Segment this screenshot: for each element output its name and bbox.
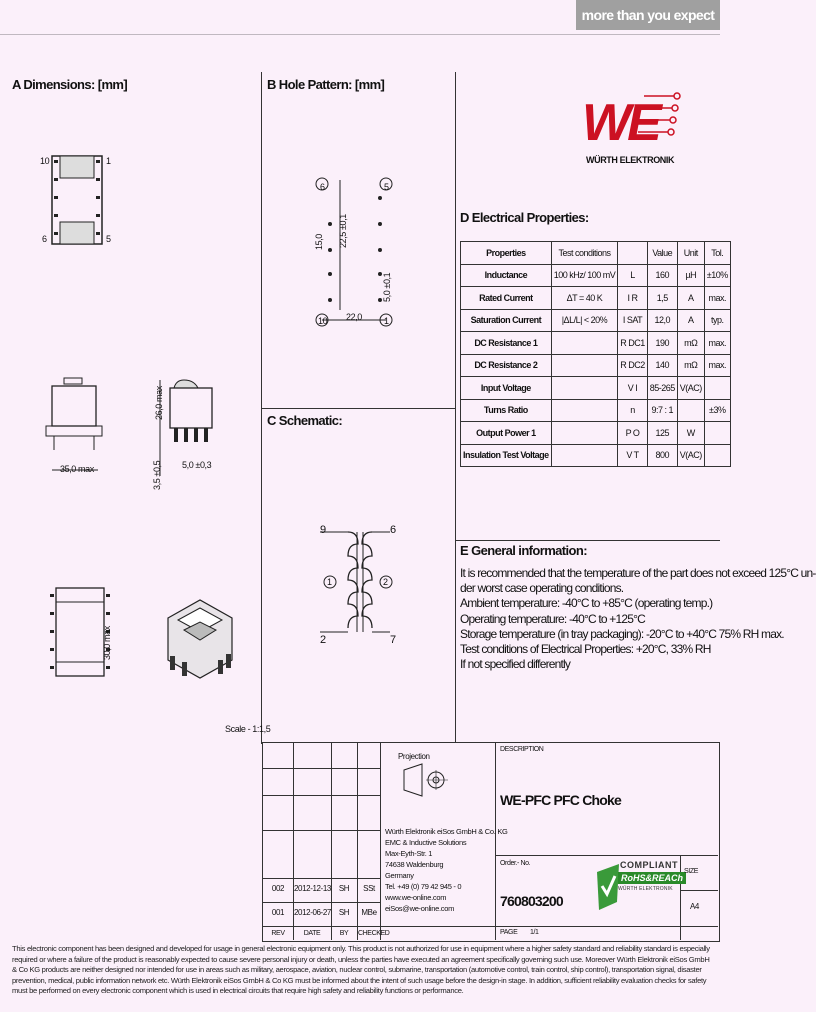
- hole-pin-10: 10: [318, 316, 328, 326]
- company-line: Max-Eyth-Str. 1: [385, 849, 433, 858]
- company-line: Germany: [385, 871, 414, 880]
- dim-width-label: 35,0 max: [60, 464, 94, 474]
- cell-condition: 100 kHz/ 100 mV: [551, 264, 618, 287]
- pin-label-1: 1: [106, 156, 111, 166]
- cell-value: 85-265: [647, 377, 677, 400]
- cell-unit: µH: [677, 264, 704, 287]
- cell-unit: A: [677, 309, 704, 332]
- divider-b-d: [455, 72, 456, 742]
- hole-dim-v1: 22,5 ±0,1: [338, 214, 348, 248]
- dim-lead-label: 3,5 ±0,5: [152, 460, 162, 490]
- table-row: [461, 287, 731, 310]
- cell-property: DC Resistance 2: [461, 354, 552, 377]
- general-line: Test conditions of Electrical Properties: +20°C, 33% RH: [460, 642, 711, 657]
- compliant-text: COMPLIANT: [620, 860, 678, 870]
- cell-tol: typ.: [704, 309, 730, 332]
- cell-unit: V(AC): [677, 444, 704, 467]
- section-e-title: E General information:: [460, 543, 587, 558]
- cell-value: 160: [647, 264, 677, 287]
- size-value: A4: [690, 902, 699, 911]
- cell-symbol: R DC1: [618, 332, 648, 355]
- cell-symbol: R DC2: [618, 354, 648, 377]
- cell-value: 125: [647, 422, 677, 445]
- dim-depth-label: 30,0 max: [102, 626, 112, 660]
- table-header-row: [461, 242, 731, 265]
- rohs-reach-badge: RoHS&REACh: [618, 872, 686, 884]
- cell-tol: [704, 422, 730, 445]
- scale-label: Scale - 1:1,5: [225, 724, 271, 734]
- dim-height-label: 26,0 max: [154, 386, 164, 420]
- cell-tol: [704, 377, 730, 400]
- table-row: [461, 422, 731, 445]
- rev-header: REV: [271, 930, 285, 937]
- cell-condition: [551, 354, 618, 377]
- order-label: Order.- No.: [500, 860, 531, 867]
- cell-value: 140: [647, 354, 677, 377]
- header-value: Value: [647, 242, 677, 265]
- cell-property: Inductance: [461, 264, 552, 287]
- company-line: 74638 Waldenburg: [385, 860, 444, 869]
- rev-header: CHECKED: [358, 930, 390, 937]
- rev-header: BY: [339, 930, 349, 937]
- size-label: SIZE: [684, 868, 698, 875]
- cell-condition: [551, 422, 618, 445]
- cell-value: 12,0: [647, 309, 677, 332]
- logo-company-name: WÜRTH ELEKTRONIK: [586, 155, 675, 165]
- table-row: [461, 354, 731, 377]
- cell-unit: V(AC): [677, 377, 704, 400]
- tb-row: [262, 878, 380, 879]
- tb-row: [262, 768, 380, 769]
- hole-pin-5: 5: [384, 182, 389, 192]
- svg-text:WE: WE: [582, 94, 658, 152]
- section-c-title: C Schematic:: [267, 413, 343, 428]
- general-line: Ambient temperature: -40°C to +85°C (operating temp.): [460, 596, 713, 611]
- cell-unit: mΩ: [677, 332, 704, 355]
- description-text: WE-PFC PFC Choke: [500, 792, 621, 808]
- cell-tol: ±10%: [704, 264, 730, 287]
- company-line: www.we-online.com: [385, 893, 447, 902]
- cell-condition: [551, 377, 618, 400]
- cell-property: DC Resistance 1: [461, 332, 552, 355]
- company-line: EMC & Inductive Solutions: [385, 838, 467, 847]
- cell-tol: max.: [704, 332, 730, 355]
- tagline-banner: more than you expect: [576, 0, 720, 30]
- cell-property: Turns Ratio: [461, 399, 552, 422]
- table-row: [461, 399, 731, 422]
- tb-row: [496, 855, 718, 856]
- table-row: [461, 332, 731, 355]
- disclaimer-text: This electronic component has been designed and developed for usage in general electronic equipment only. This product is not authorized for use in equipment where a higher safety standard and reliability standard is especially required or where a failure of the product is reasonably expected to cause severe personal injury or death, unless the parties have executed an agreement specifically governing such use. Moreover Würth Elektronik eiSos GmbH & Co KG products are neither designed nor intended for use in areas such as military, aerospace, aviation, nuclear control, submarine, transportation (automotive control, train control, ship control), transportation signal, disaster prevention, medical, public information network etc. Würth Elektronik eiSos GmbH & Co KG must be informed about the intent of such usage before the design-in stage. In addition, sufficient reliability evaluation checks for safety must be performed on every electronic component which is used in electrical circuits that require high safety and reliability functions or performance.: [12, 944, 710, 995]
- electrical-properties-table: [460, 241, 731, 467]
- rev-checked: MBe: [361, 908, 377, 917]
- schem-winding-2: 2: [383, 577, 388, 587]
- rev-by: SH: [338, 884, 350, 893]
- wurth-logo-icon: [580, 84, 690, 164]
- cell-condition: ΔT = 40 K: [551, 287, 618, 310]
- rev-date: 2012-06-27: [294, 908, 331, 917]
- cell-condition: |ΔL/L| < 20%: [551, 309, 618, 332]
- order-number: 760803200: [500, 893, 563, 909]
- rev-number: 001: [271, 908, 285, 917]
- cell-tol: ±3%: [704, 399, 730, 422]
- tb-row: [262, 926, 495, 927]
- divider-b-c: [262, 408, 455, 409]
- cell-symbol: n: [618, 399, 648, 422]
- hole-dim-h: 22,0: [346, 312, 362, 322]
- company-line: Tel. +49 (0) 79 42 945 - 0: [385, 882, 462, 891]
- tb-row: [496, 926, 718, 927]
- cell-unit: W: [677, 422, 704, 445]
- general-line: Storage temperature (in tray packaging): -20°C to +40°C 75% RH max.: [460, 626, 784, 641]
- cell-tol: max.: [704, 354, 730, 377]
- header-unit: Unit: [677, 242, 704, 265]
- hole-pin-6: 6: [320, 182, 325, 192]
- pin-label-5: 5: [106, 234, 111, 244]
- section-b-title: B Hole Pattern: [mm]: [267, 77, 385, 92]
- cell-condition: [551, 399, 618, 422]
- cell-symbol: P O: [618, 422, 648, 445]
- cell-property: Output Power 1: [461, 422, 552, 445]
- general-line: Operating temperature: -40°C to +125°C: [460, 611, 645, 626]
- table-row: [461, 309, 731, 332]
- divider-d-e: [456, 540, 720, 541]
- cell-tol: [704, 444, 730, 467]
- header-divider: [0, 34, 720, 35]
- cell-symbol: V I: [618, 377, 648, 400]
- general-line: It is recommended that the temperature of the part does not exceed 125°C un-: [460, 566, 816, 580]
- schem-pin-7: 7: [390, 634, 396, 646]
- cell-symbol: I R: [618, 287, 648, 310]
- tb-row: [680, 890, 718, 891]
- rev-checked: SSt: [363, 884, 375, 893]
- cell-symbol: L: [618, 264, 648, 287]
- header-symbol: [618, 242, 648, 265]
- hole-dim-v3: 5,0 ±0,1: [382, 272, 392, 302]
- cell-value: 1,5: [647, 287, 677, 310]
- schem-pin-6: 6: [390, 524, 396, 536]
- cell-property: Input Voltage: [461, 377, 552, 400]
- cell-value: 800: [647, 444, 677, 467]
- projection-symbol-icon: [402, 762, 452, 798]
- cell-property: Saturation Current: [461, 309, 552, 332]
- tb-row: [262, 830, 380, 831]
- schem-pin-9: 9: [320, 524, 326, 536]
- header-tol: Tol.: [704, 242, 730, 265]
- cell-property: Rated Current: [461, 287, 552, 310]
- tb-divider-left: [380, 742, 381, 940]
- rev-number: 002: [271, 884, 285, 893]
- cell-symbol: I SAT: [618, 309, 648, 332]
- section-a-title: A Dimensions: [mm]: [12, 77, 128, 92]
- table-row: [461, 444, 731, 467]
- cell-unit: A: [677, 287, 704, 310]
- cell-unit: [677, 399, 704, 422]
- iso-view-drawing: [160, 590, 240, 685]
- company-line: Würth Elektronik eiSos GmbH & Co. KG: [385, 827, 508, 836]
- table-row: [461, 377, 731, 400]
- general-line: der worst case operating conditions.: [460, 581, 624, 596]
- hole-pin-1: 1: [384, 316, 389, 326]
- rev-header: DATE: [303, 930, 321, 937]
- schem-pin-2: 2: [320, 634, 326, 646]
- page-value: 1/1: [530, 929, 539, 936]
- cell-condition: [551, 332, 618, 355]
- badge-company: WÜRTH ELEKTRONIK: [618, 886, 673, 892]
- section-d-title: D Electrical Properties:: [460, 210, 589, 225]
- page-label: PAGE: [500, 929, 518, 936]
- cell-condition: [551, 444, 618, 467]
- tb-row: [262, 902, 380, 903]
- projection-label: Projection: [398, 752, 430, 761]
- cell-value: 190: [647, 332, 677, 355]
- cell-property: Insulation Test Voltage: [461, 444, 552, 467]
- tb-row: [262, 795, 380, 796]
- schem-winding-1: 1: [327, 577, 332, 587]
- description-label: DESCRIPTION: [500, 746, 544, 753]
- cell-unit: mΩ: [677, 354, 704, 377]
- header-properties: Properties: [461, 242, 552, 265]
- general-line: If not specified differently: [460, 657, 571, 672]
- table-row: [461, 264, 731, 287]
- header-test-conditions: Test conditions: [551, 242, 618, 265]
- cell-symbol: V T: [618, 444, 648, 467]
- general-info-block: [460, 566, 816, 672]
- pin-label-6: 6: [42, 234, 47, 244]
- tb-size-divider: [680, 855, 681, 940]
- company-line: eiSos@we-online.com: [385, 904, 455, 913]
- hole-dim-v2: 15,0: [314, 234, 324, 250]
- pin-label-10: 10: [40, 156, 50, 166]
- cell-tol: max.: [704, 287, 730, 310]
- dim-pitch-label: 5,0 ±0,3: [182, 460, 212, 470]
- rev-by: SH: [338, 908, 350, 917]
- cell-value: 9:7 : 1: [647, 399, 677, 422]
- rev-date: 2012-12-13: [294, 884, 331, 893]
- company-address: [385, 826, 508, 914]
